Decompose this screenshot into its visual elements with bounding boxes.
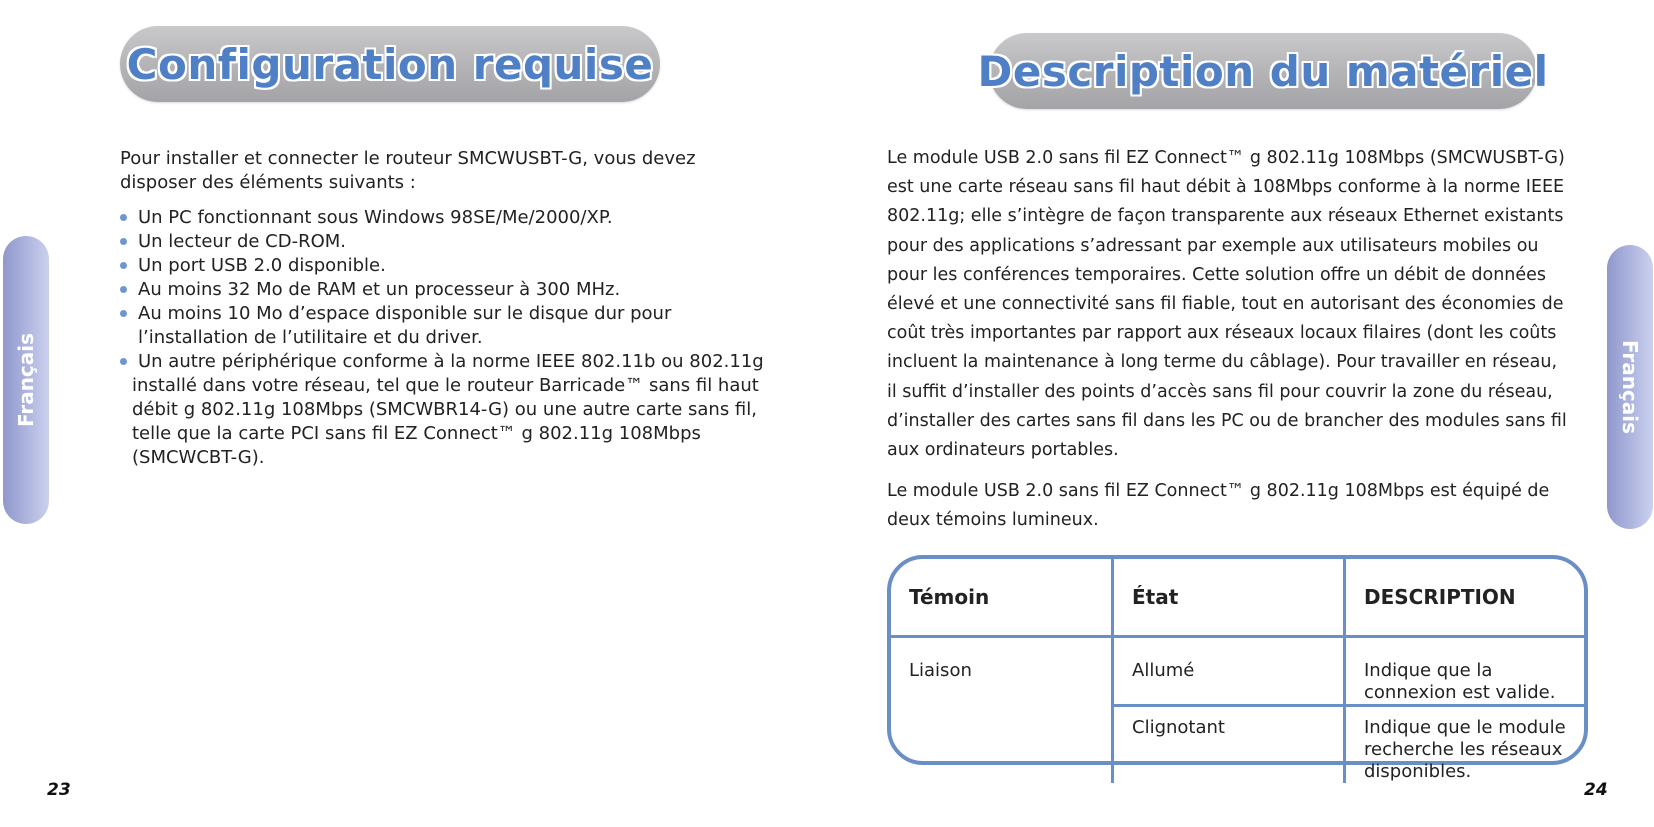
right-page [827,0,1654,827]
language-side-tab [3,236,49,524]
led-status-table [887,555,1588,782]
state-cell: Clignotant [1113,706,1345,784]
list-item-text: Un autre périphérique conforme à la norme IEEE 802.11b ou 802.11g installé dans votre réseau, tel que le routeur Barricade™ sans fil haut débit g 802.11g 108Mbps (SMCWBR14-G) ou une autre carte sans fil, telle que la carte PCI sans fil EZ Connect™ g 802.11g 108Mbps (SMCWCBT-G). [132,351,764,468]
table-header-row [891,559,1584,637]
section-title-banner [977,33,1549,109]
description-cell: Indique que la connexion est valide. [1345,637,1585,706]
page-title: Description du matériel [977,46,1549,96]
column-header-led: Témoin [891,559,1113,637]
intro-paragraph: Pour installer et connecter le routeur SMCWUSBT-G, vous devez disposer des éléments suivants : [120,148,696,193]
description-paragraph: Le module USB 2.0 sans fil EZ Connect™ g 802.11g 108Mbps (SMCWUSBT-G) est une carte réseau sans fil haut débit à 108Mbps conforme à la norme IEEE 802.11g; elle s’intègre de façon transparente aux réseaux Ethernet existants pour des applications s’adressant par exemple aux utilisateurs mobiles ou pour les conférences temporaires. Cette solution offre un débit de données élevé et une connectivité sans fil fiable, tout en autorisant des économies de coût très importantes par rapport aux réseaux locaux filaires (dont les coûts incluent la maintenance à long terme du câblage). Pour travailler en réseau, il suffit d’installer des points d’accès sans fil pour couvrir la zone du réseau, d’installer des cartes sans fil dans les PC ou de brancher des modules sans fil aux ordinateurs portables. [887,148,1567,461]
table-row [891,637,1584,706]
requirements-list [120,206,780,470]
page-title: Configuration requise [126,39,654,89]
list-item-text: Un PC fonctionnant sous Windows 98SE/Me/2000/XP. [138,207,613,228]
list-item-text: Un lecteur de CD-ROM. [138,231,347,252]
list-item [120,206,780,230]
led-name-cell: Liaison [891,637,1113,784]
column-header-description: DESCRIPTION [1345,559,1585,637]
list-item [120,254,780,278]
description-cell: Indique que le module recherche les réseaux disponibles. [1345,706,1585,784]
bullet-icon [120,358,127,365]
list-item-text: Au moins 32 Mo de RAM et un processeur à 300 MHz. [138,279,621,300]
bullet-icon [120,310,127,317]
page-number: 23 [47,780,71,800]
bullet-icon [120,286,127,293]
page-number: 24 [1584,780,1608,800]
list-item [120,302,780,350]
language-side-tab [1607,245,1653,529]
bullet-icon [120,238,127,245]
list-item [120,278,780,302]
section-title-banner [120,26,660,102]
language-label: Français [14,332,38,428]
bullet-icon [120,262,127,269]
column-header-state: État [1113,559,1345,637]
list-item-text: Un port USB 2.0 disponible. [138,255,386,276]
language-label: Français [1618,339,1642,435]
bullet-icon [120,214,127,221]
state-cell: Allumé [1113,637,1345,706]
list-item [120,230,780,254]
led-intro-paragraph: Le module USB 2.0 sans fil EZ Connect™ g 802.11g 108Mbps est équipé de deux témoins lumineux. [887,481,1550,531]
list-item-text: Au moins 10 Mo d’espace disponible sur le disque dur pour l’installation de l’utilitaire et du driver. [138,303,672,348]
list-item [120,350,780,470]
